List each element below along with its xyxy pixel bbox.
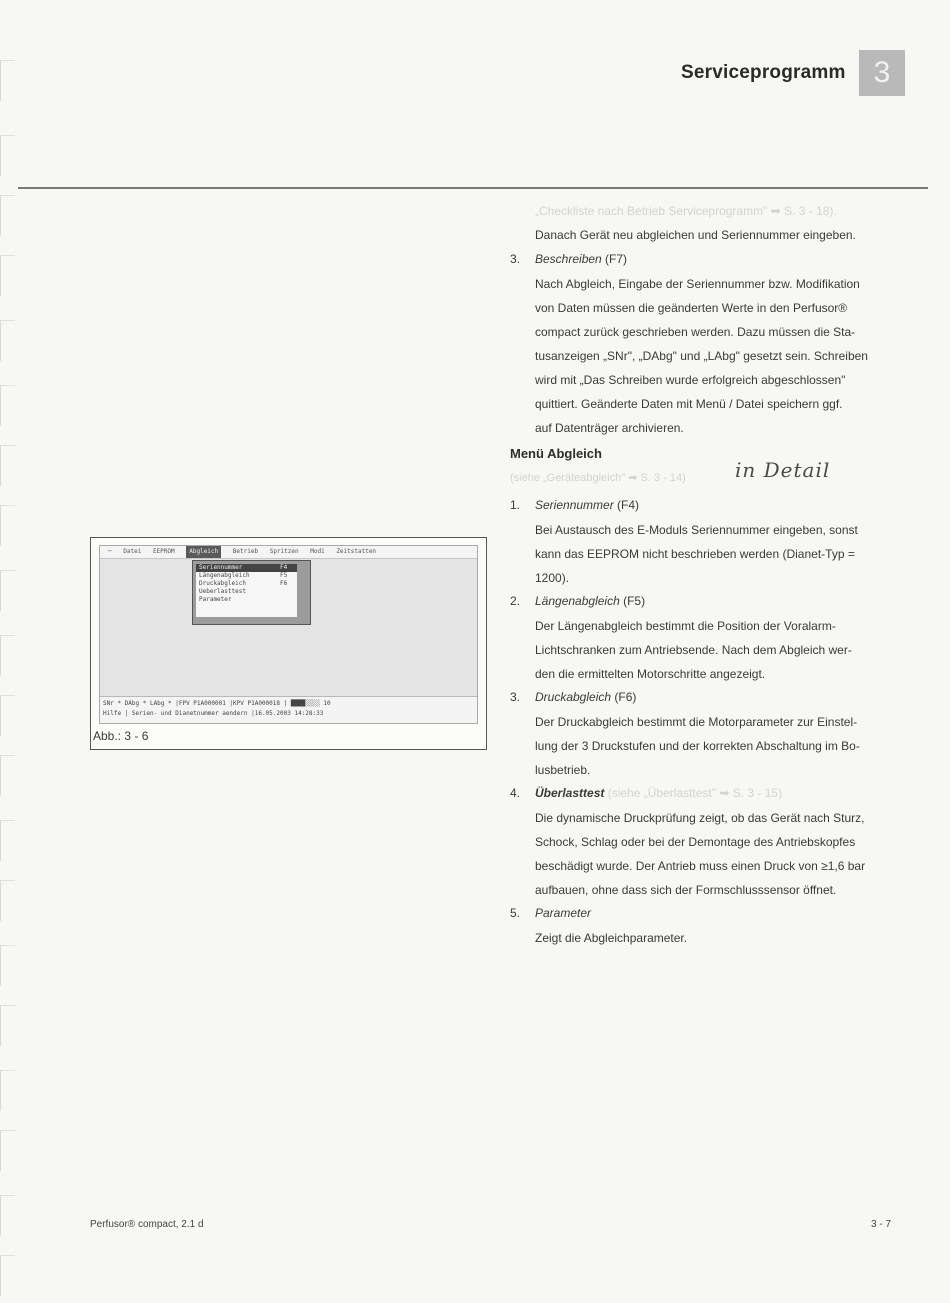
binder-mark [0, 820, 15, 861]
dropdown-item-shortcut: F5 [280, 572, 288, 579]
dropdown-item-label: Parameter [199, 596, 232, 603]
dropdown-item-label: Seriennummer [199, 564, 243, 571]
paragraph-line: Lichtschranken zum Antriebsende. Nach dem Abgleich wer- [535, 643, 852, 657]
paragraph-line: kann das EEPROM nicht beschrieben werden (Dianet-Typ = [535, 547, 855, 561]
dropdown-item-druckabgleich[interactable] [196, 580, 297, 588]
list-item-body [535, 926, 907, 950]
dropdown-item-label: Ueberlasttest [199, 588, 246, 595]
paragraph-line: wird mit „Das Schreiben wurde erfolgreich abgeschlossen" [535, 373, 846, 387]
binder-mark [0, 1195, 15, 1236]
page-title: Serviceprogramm [681, 62, 846, 83]
list-item-title: Seriennummer [535, 498, 614, 512]
list-item-heading [535, 901, 591, 925]
list-number: 2. [510, 594, 521, 608]
paragraph-line: Zeigt die Abgleichparameter. [535, 931, 688, 945]
dropdown-item-laengenabgleich[interactable] [196, 572, 297, 580]
paragraph-line: von Daten müssen die geänderten Werte in den Perfusor® [535, 301, 848, 315]
binder-mark [0, 635, 15, 676]
dropdown-item-shortcut: F4 [280, 564, 288, 571]
list-item-title: Druckabgleich [535, 690, 612, 704]
binder-mark [0, 135, 15, 176]
paragraph-line: auf Datenträger archivieren. [535, 421, 684, 435]
cross-reference-text: (siehe „Überlasttest" ➡ S. 3 - 15) [604, 786, 783, 800]
list-item-title: Überlasttest [535, 786, 605, 800]
paragraph-line: aufbauen, ohne dass sich der Formschlusssensor öffnet. [535, 883, 837, 897]
menu-item-abgleich[interactable]: Abgleich [186, 546, 221, 558]
list-item-title: Beschreiben [535, 252, 602, 266]
cross-reference-text: „Checkliste nach Betrieb Serviceprogramm" ➡ S. 3 - 18). [535, 204, 837, 218]
binder-mark [0, 1255, 15, 1296]
list-item-heading [535, 589, 645, 613]
list-number: 3. [510, 690, 521, 704]
list-item-key: (F4) [613, 498, 640, 512]
abgleich-dropdown-menu [192, 560, 311, 625]
figure-caption: Abb.: 3 - 6 [93, 729, 149, 743]
paragraph-line: lung der 3 Druckstufen und der korrekten Abschaltung im Bo- [535, 739, 860, 753]
software-screenshot [99, 545, 478, 724]
menu-item-zeitstatten[interactable]: Zeitstatten [336, 548, 377, 555]
dropdown-item-shortcut: F6 [280, 580, 288, 587]
list-item-heading [535, 685, 636, 709]
binder-mark [0, 755, 15, 796]
paragraph-line: den die ermittelten Motorschritte angezeigt. [535, 667, 766, 681]
footer-product: Perfusor® compact, 2.1 d [90, 1219, 204, 1230]
binder-mark [0, 60, 15, 101]
paragraph-line: Der Druckabgleich bestimmt die Motorparameter zur Einstel- [535, 715, 858, 729]
menu-item-datei[interactable]: Datei [123, 548, 142, 555]
binder-mark [0, 880, 15, 921]
status-line: SNr * DAbg * LAbg * |FPV P1A000001 |KPV P1A000018 | ████░░░░ 10 [103, 700, 331, 707]
header-divider [18, 187, 928, 189]
handwritten-note: in Detail [735, 458, 831, 482]
dropdown-item-label: Längenabgleich [199, 572, 250, 579]
binder-mark [0, 320, 15, 361]
list-number: 3. [510, 252, 521, 266]
list-item-heading [535, 493, 639, 517]
binder-mark [0, 255, 15, 296]
binder-mark [0, 1005, 15, 1046]
list-item-title: Parameter [535, 906, 592, 920]
paragraph-line: Danach Gerät neu abgleichen und Seriennummer eingeben. [535, 228, 856, 242]
status-bar [100, 696, 477, 723]
binder-mark [0, 195, 15, 236]
paragraph-line: quittiert. Geänderte Daten mit Menü / Datei speichern ggf. [535, 397, 843, 411]
menu-item-betrieb[interactable]: Betrieb [232, 548, 259, 555]
list-number: 5. [510, 906, 521, 920]
binder-mark [0, 445, 15, 486]
dropdown-item-label: Druckabgleich [199, 580, 246, 587]
list-number: 1. [510, 498, 521, 512]
menu-item-modi[interactable]: Modi [310, 548, 325, 555]
list-item-body [535, 806, 907, 902]
binder-mark [0, 945, 15, 986]
list-item-body [535, 710, 907, 782]
menu-item-spritzen[interactable]: Spritzen [269, 548, 299, 555]
help-line: Hilfe | Serien- und Dianetnummer aendern |16.05.2003 14:28:33 [103, 710, 324, 717]
paragraph-line: Nach Abgleich, Eingabe der Seriennummer bzw. Modifikation [535, 277, 860, 291]
list-item-key: (F7) [601, 252, 628, 266]
list-item-key: (F6) [611, 690, 637, 704]
binder-mark [0, 695, 15, 736]
menu-item-system[interactable]: ─ [108, 548, 112, 555]
chapter-badge: 3 [859, 50, 905, 96]
list-item-heading [535, 247, 627, 271]
list-item-body [535, 272, 907, 440]
list-item-key: (F5) [619, 594, 646, 608]
binder-mark [0, 570, 15, 611]
list-item-heading [535, 781, 782, 805]
paragraph-line: lusbetrieb. [535, 763, 591, 777]
list-number: 4. [510, 786, 521, 800]
dropdown-item-seriennummer[interactable] [196, 564, 297, 572]
paragraph-line: tusanzeigen „SNr", „DAbg" und „LAbg" gesetzt sein. Schreiben [535, 349, 868, 363]
list-item-body [535, 518, 907, 590]
dropdown-item-ueberlasttest[interactable] [196, 588, 297, 596]
dropdown-list [196, 564, 297, 617]
binder-mark [0, 385, 15, 426]
paragraph-line: Die dynamische Druckprüfung zeigt, ob das Gerät nach Sturz, [535, 811, 865, 825]
menu-item-eeprom[interactable]: EEPROM [152, 548, 175, 555]
paragraph-line: Schock, Schlag oder bei der Demontage des Antriebskopfes [535, 835, 856, 849]
dropdown-item-parameter[interactable] [196, 596, 297, 604]
paragraph-line: Bei Austausch des E-Moduls Seriennummer eingeben, sonst [535, 523, 858, 537]
binder-mark [0, 505, 15, 546]
cross-reference-text: (siehe „Geräteabgleich" ➡ S. 3 - 14) [510, 472, 686, 484]
binder-mark [0, 1130, 15, 1171]
binder-mark [0, 1070, 15, 1111]
paragraph-line: compact zurück geschrieben werden. Dazu müssen die Sta- [535, 325, 856, 339]
section-heading: Menü Abgleich [510, 446, 602, 461]
list-item-body [535, 614, 907, 686]
list-item-title: Längenabgleich [535, 594, 620, 608]
menu-bar [100, 546, 477, 559]
paragraph-line: Der Längenabgleich bestimmt die Position der Voralarm- [535, 619, 836, 633]
page-number: 3 - 7 [871, 1219, 892, 1230]
paragraph-line: 1200). [535, 571, 570, 585]
paragraph-line: beschädigt wurde. Der Antrieb muss einen Druck von ≥1,6 bar [535, 859, 866, 873]
